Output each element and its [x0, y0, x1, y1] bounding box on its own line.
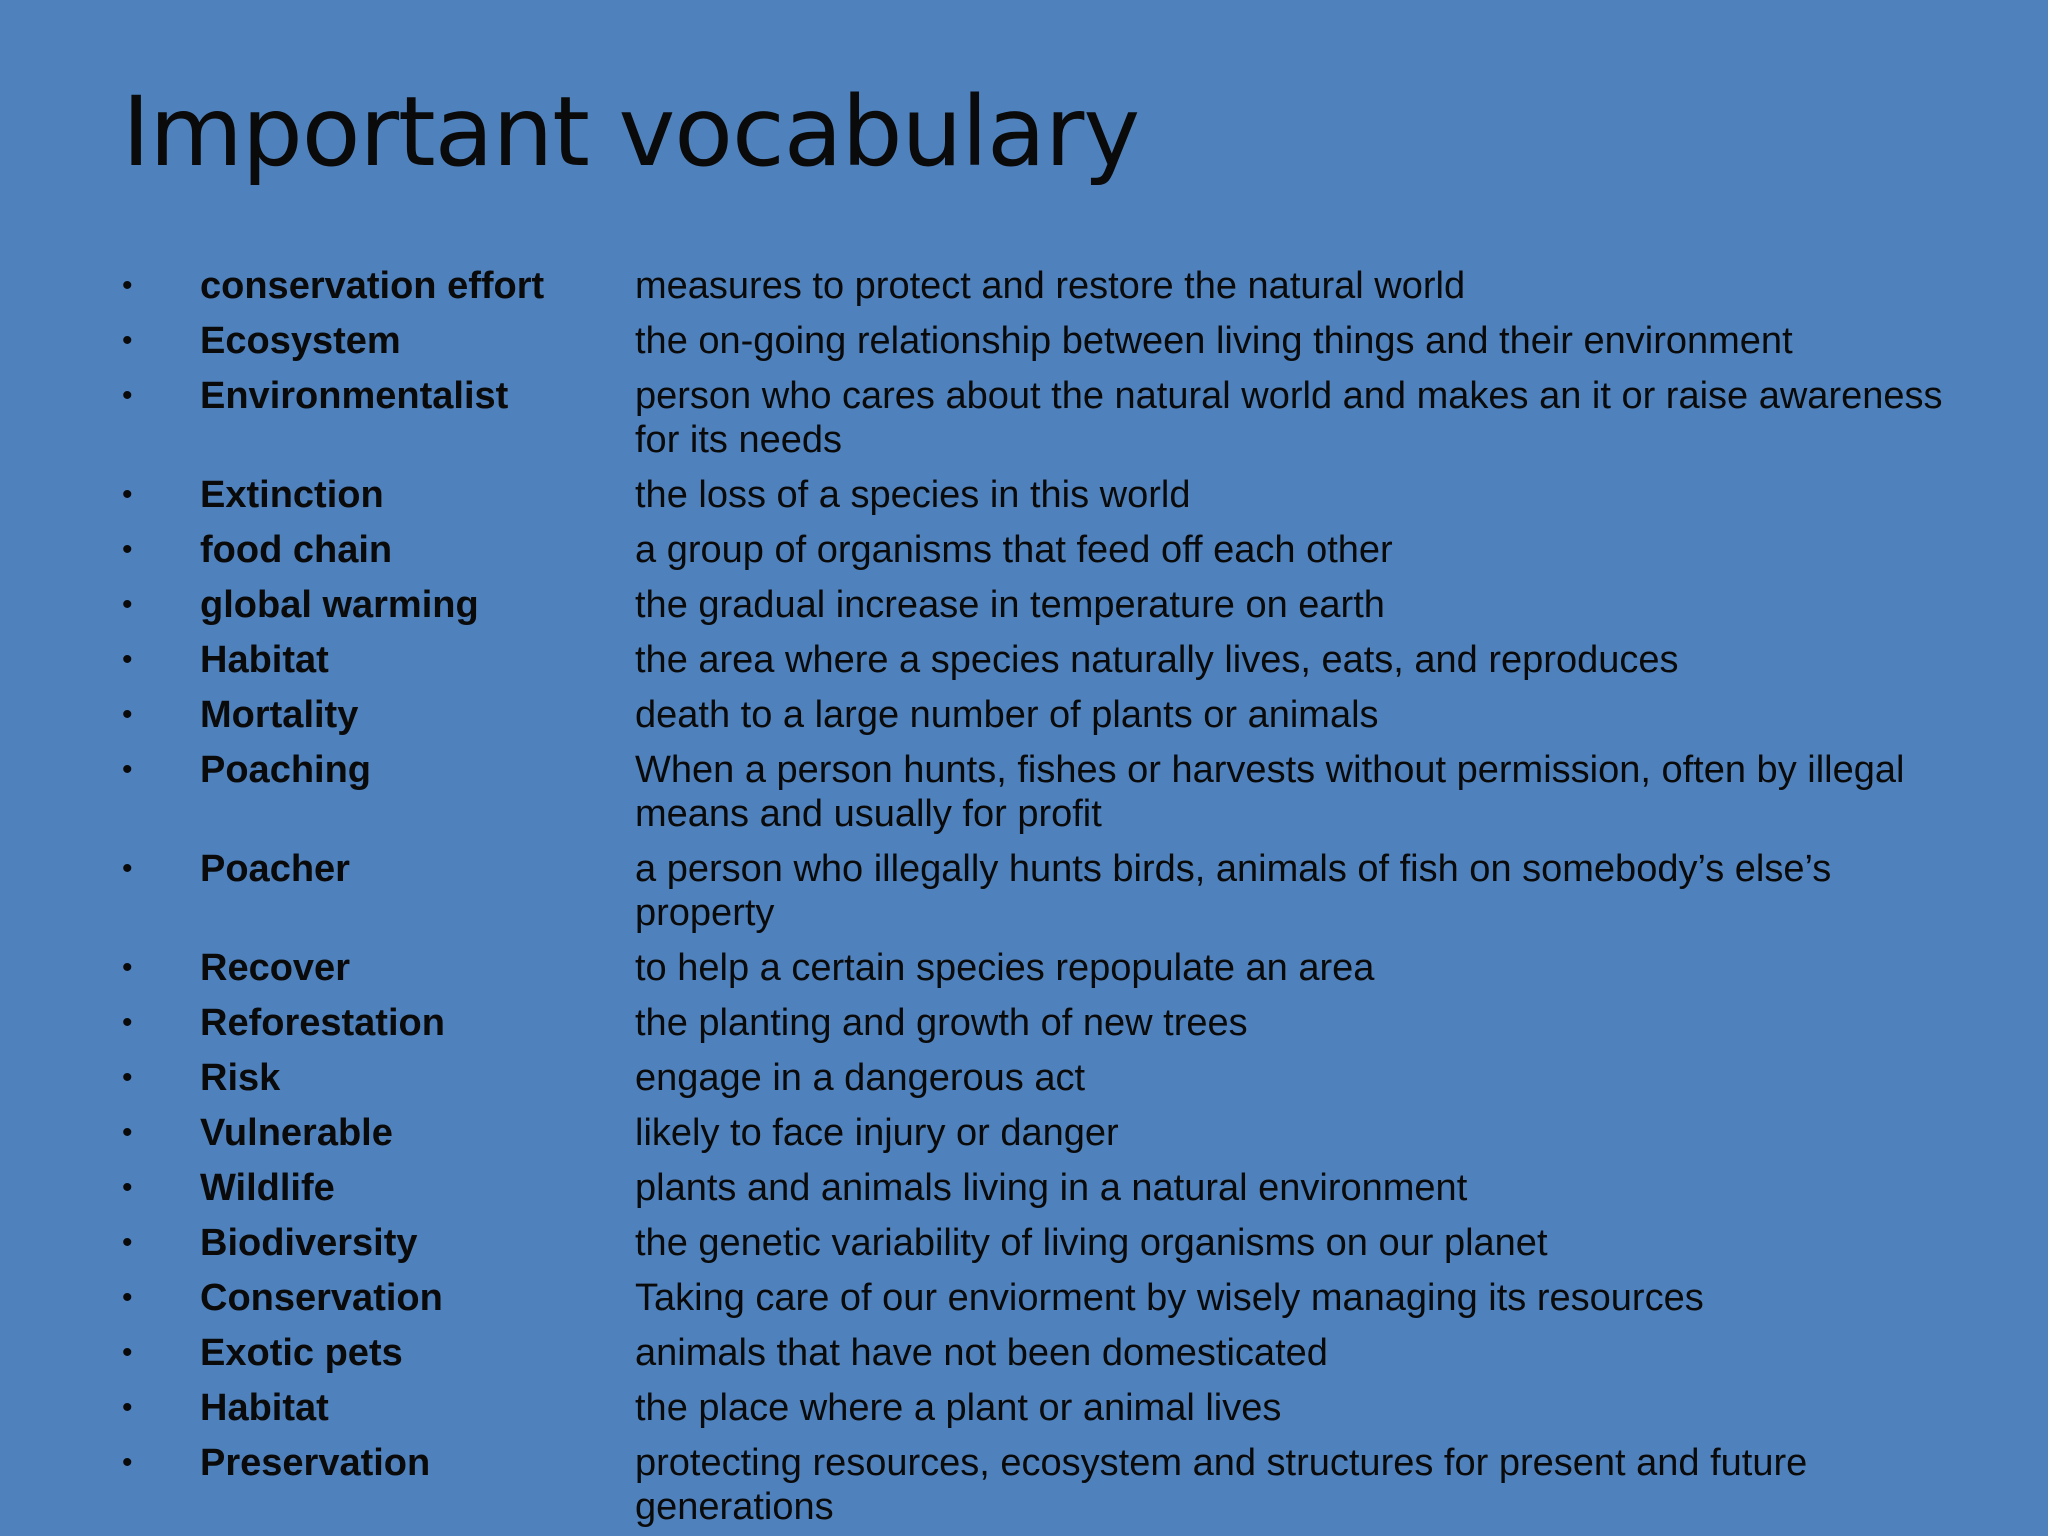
bullet-icon: •	[122, 1116, 133, 1149]
vocab-item	[118, 1441, 1998, 1529]
vocab-term: Environmentalist	[200, 375, 509, 417]
vocab-item	[118, 1056, 1998, 1100]
vocab-definition: to help a certain species repopulate an area	[635, 947, 1375, 989]
vocab-item	[118, 1386, 1998, 1430]
vocab-item	[118, 693, 1998, 737]
vocab-item	[118, 473, 1998, 517]
vocab-term: Poaching	[200, 749, 372, 791]
vocab-item	[118, 638, 1998, 682]
bullet-icon: •	[122, 1281, 133, 1314]
vocab-term: Exotic pets	[200, 1332, 403, 1374]
vocabulary-list	[118, 264, 1998, 1536]
bullet-icon: •	[122, 478, 133, 511]
vocab-definition: the on-going relationship between living things and their environment	[635, 320, 1793, 362]
slide-title: Important vocabulary	[122, 76, 1140, 188]
vocab-term: Risk	[200, 1057, 281, 1099]
vocab-item	[118, 1111, 1998, 1155]
bullet-icon: •	[122, 852, 133, 885]
vocab-definition: death to a large number of plants or animals	[635, 694, 1379, 736]
vocab-definition: a person who illegally hunts birds, animals of fish on somebody’s else’s property	[635, 848, 1832, 934]
vocab-term: Ecosystem	[200, 320, 401, 362]
vocab-definition: likely to face injury or danger	[635, 1112, 1119, 1154]
bullet-icon: •	[122, 1061, 133, 1094]
vocab-definition: a group of organisms that feed off each other	[635, 529, 1393, 571]
bullet-icon: •	[122, 324, 133, 357]
vocab-definition: engage in a dangerous act	[635, 1057, 1086, 1099]
bullet-icon: •	[122, 1006, 133, 1039]
vocab-item	[118, 374, 1998, 462]
vocab-term: Poacher	[200, 848, 350, 890]
vocab-term: Vulnerable	[200, 1112, 393, 1154]
vocab-item	[118, 583, 1998, 627]
vocab-item	[118, 1276, 1998, 1320]
vocab-term: Conservation	[200, 1277, 443, 1319]
vocab-item	[118, 528, 1998, 572]
vocab-definition: protecting resources, ecosystem and structures for present and future generations	[635, 1442, 1808, 1528]
bullet-icon: •	[122, 1336, 133, 1369]
vocab-definition: animals that have not been domesticated	[635, 1332, 1328, 1374]
bullet-icon: •	[122, 379, 133, 412]
vocab-term: global warming	[200, 584, 479, 626]
vocab-term: Habitat	[200, 639, 329, 681]
vocab-definition: the place where a plant or animal lives	[635, 1387, 1282, 1429]
vocab-term: Preservation	[200, 1442, 431, 1484]
vocab-term: Reforestation	[200, 1002, 445, 1044]
vocab-definition: Taking care of our enviorment by wisely managing its resources	[635, 1277, 1704, 1319]
bullet-icon: •	[122, 951, 133, 984]
vocab-term: Habitat	[200, 1387, 329, 1429]
vocab-definition: the gradual increase in temperature on earth	[635, 584, 1385, 626]
bullet-icon: •	[122, 698, 133, 731]
bullet-icon: •	[122, 269, 133, 302]
vocab-item	[118, 847, 1998, 935]
vocab-definition: plants and animals living in a natural environment	[635, 1167, 1468, 1209]
bullet-icon: •	[122, 533, 133, 566]
vocab-term: conservation effort	[200, 265, 545, 307]
bullet-icon: •	[122, 643, 133, 676]
vocab-term: Wildlife	[200, 1167, 335, 1209]
bullet-icon: •	[122, 588, 133, 621]
vocab-term: food chain	[200, 529, 393, 571]
vocab-item	[118, 946, 1998, 990]
vocab-item	[118, 264, 1998, 308]
vocab-term: Extinction	[200, 474, 384, 516]
bullet-icon: •	[122, 1391, 133, 1424]
vocab-definition: When a person hunts, fishes or harvests without permission, often by illegal means and usually for profit	[635, 749, 1905, 835]
bullet-icon: •	[122, 1171, 133, 1204]
bullet-icon: •	[122, 1226, 133, 1259]
vocab-item	[118, 1166, 1998, 1210]
vocab-item	[118, 748, 1998, 836]
vocab-definition: the planting and growth of new trees	[635, 1002, 1248, 1044]
vocab-item	[118, 1331, 1998, 1375]
vocab-item	[118, 319, 1998, 363]
bullet-icon: •	[122, 1446, 133, 1479]
vocab-definition: person who cares about the natural world and makes an it or raise awareness for its needs	[635, 375, 1943, 461]
vocab-item	[118, 1221, 1998, 1265]
vocab-term: Mortality	[200, 694, 359, 736]
vocab-definition: measures to protect and restore the natural world	[635, 265, 1466, 307]
bullet-icon: •	[122, 753, 133, 786]
vocab-definition: the genetic variability of living organisms on our planet	[635, 1222, 1548, 1264]
vocab-term: Biodiversity	[200, 1222, 418, 1264]
vocab-item	[118, 1001, 1998, 1045]
vocab-definition: the loss of a species in this world	[635, 474, 1191, 516]
vocab-definition: the area where a species naturally lives, eats, and reproduces	[635, 639, 1679, 681]
vocab-term: Recover	[200, 947, 350, 989]
